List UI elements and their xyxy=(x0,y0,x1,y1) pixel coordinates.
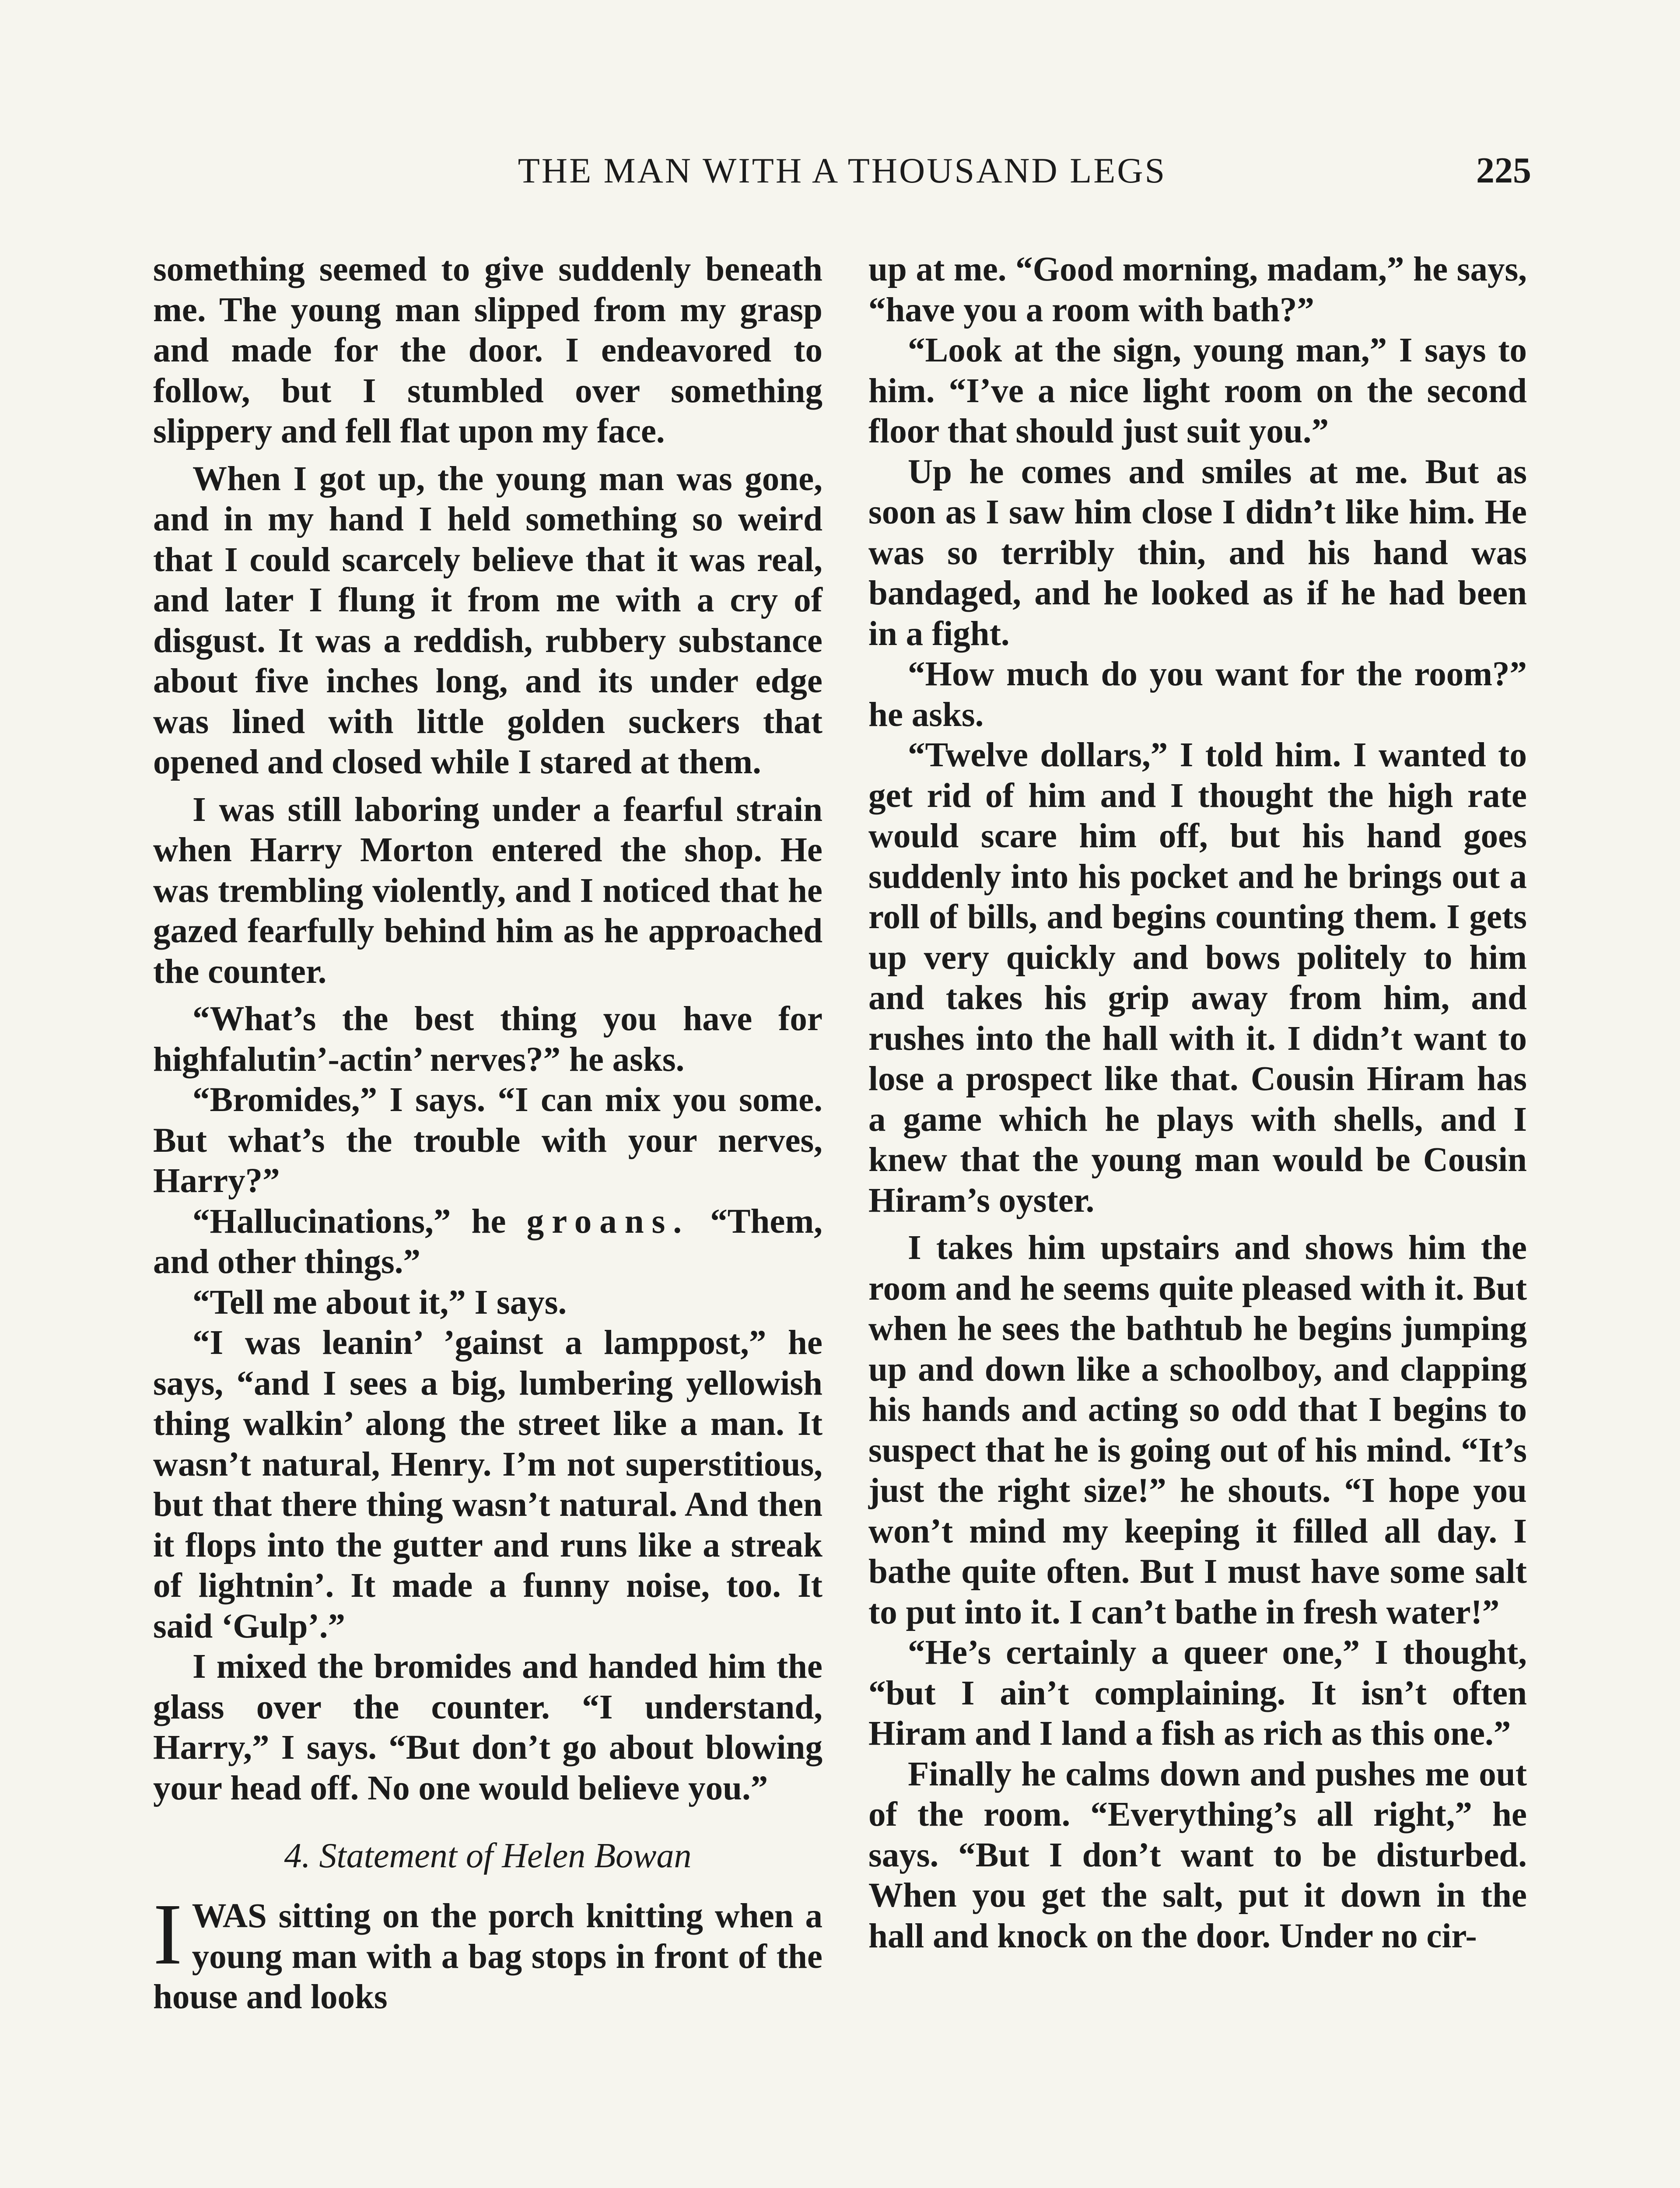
paragraph: “Look at the sign, young man,” I says to him. “I’ve a nice light room on the second floor that should just suit you.” xyxy=(868,331,1527,450)
paragraph: “Tell me about it,” I says. xyxy=(192,1283,567,1322)
page-number: 225 xyxy=(1476,150,1531,191)
paragraph: I mixed the bromides and handed him the glass over the counter. “I understand, Harry,” I says. “But don’t go about blowing your head off. No one would believe you.” xyxy=(153,1648,822,1807)
paragraph: “What’s the best thing you have for highfalutin’-actin’ nerves?” he asks. xyxy=(153,1000,822,1079)
paragraph xyxy=(153,1202,822,1283)
paragraph: something seemed to give suddenly beneath me. The young man slipped from my grasp and made for the door. I endeavored to follow, but I stumbled over something slippery and fell flat upon my face. xyxy=(153,250,822,450)
paragraph: When I got up, the young man was gone, and in my hand I held something so weird that I could scarcely believe that it was real, and later I flung it from me with a cry of disgust. It was a reddish, rubbery substance about five inches long, and its under edge was lined with little golden suckers that opened and closed while I stared at them. xyxy=(153,459,822,781)
page-header xyxy=(153,147,1531,195)
paragraph: Up he comes and smiles at me. But as soon as I saw him close I didn’t like him. He was so terribly thin, and his hand was bandaged, and he looked as if he had been in a fight. xyxy=(868,452,1527,653)
paragraph: up at me. “Good morning, madam,” he says, “have you a room with bath?” xyxy=(868,250,1527,329)
paragraph: “Twelve dollars,” I told him. I wanted to get rid of him and I thought the high rate would scare him off, but his hand goes suddenly into his pocket and he brings out a roll of bills, and begins counting them. I gets up very quickly and bows politely to him and takes his grip away from him, and rushes into the hall with it. I didn’t want to lose a prospect like that. Cousin Hiram has a game which he plays with shells, and I knew that the young man would be Cousin Hiram’s oyster. xyxy=(868,736,1527,1220)
paragraph-text: WAS sitting on the porch knitting when a young man with a bag stops in front of the house and looks xyxy=(153,1897,822,2016)
spaced-word: groans. xyxy=(526,1202,690,1241)
paragraph: Finally he calms down and pushes me out of the room. “Everything’s all right,” he says. “But I don’t want to be disturbed. When you get the salt, put it down in the hall and knock on the door. Under no cir- xyxy=(868,1755,1527,1955)
drop-cap: I xyxy=(153,1886,182,1983)
paragraph: I was still laboring under a fearful strain when Harry Morton entered the shop. He was trembling violently, and I noticed that he gazed fearfully behind him as he approached the counter. xyxy=(153,790,822,991)
paragraph-text: “Hallucinations,” he xyxy=(192,1202,506,1241)
paragraph: “I was leanin’ ’gainst a lamppost,” he says, “and I sees a big, lumbering yellowish thing walkin’ along the street like a man. It wasn’t natural, Henry. I’m not superstitious, but that there thing wasn’t natural. And then it flops into the gutter and runs like a streak of lightnin’. It made a funny noise, too. It said ‘Gulp’.” xyxy=(153,1324,822,1645)
paragraph: I takes him upstairs and shows him the room and he seems quite pleased with it. But when he sees the bathtub he begins jumping up and down like a schoolboy, and clapping his hands and acting so odd that I begins to suspect that he is going out of his mind. “It’s just the right size!” he shouts. “I hope you won’t mind my keeping it filled all day. I bathe quite often. But I must have some salt to put into it. I can’t bathe in fresh water!” xyxy=(868,1229,1527,1631)
paragraph: “Bromides,” I says. “I can mix you some. But what’s the trouble with your nerves, Harry?” xyxy=(153,1081,822,1200)
section-heading: 4. Statement of Helen Bowan xyxy=(284,1837,692,1875)
paragraph-text: “Them, and other things.” xyxy=(153,1202,823,1281)
paragraph-with-dropcap xyxy=(153,1886,822,2018)
paragraph: “How much do you want for the room?” he asks. xyxy=(868,655,1527,734)
left-column xyxy=(153,249,822,2018)
right-column xyxy=(868,249,1527,1957)
running-title: THE MAN WITH A THOUSAND LEGS xyxy=(518,151,1167,190)
paragraph: “He’s certainly a queer one,” I thought, “but I ain’t complaining. It isn’t often Hiram and I land a fish as rich as this one.” xyxy=(868,1634,1527,1753)
